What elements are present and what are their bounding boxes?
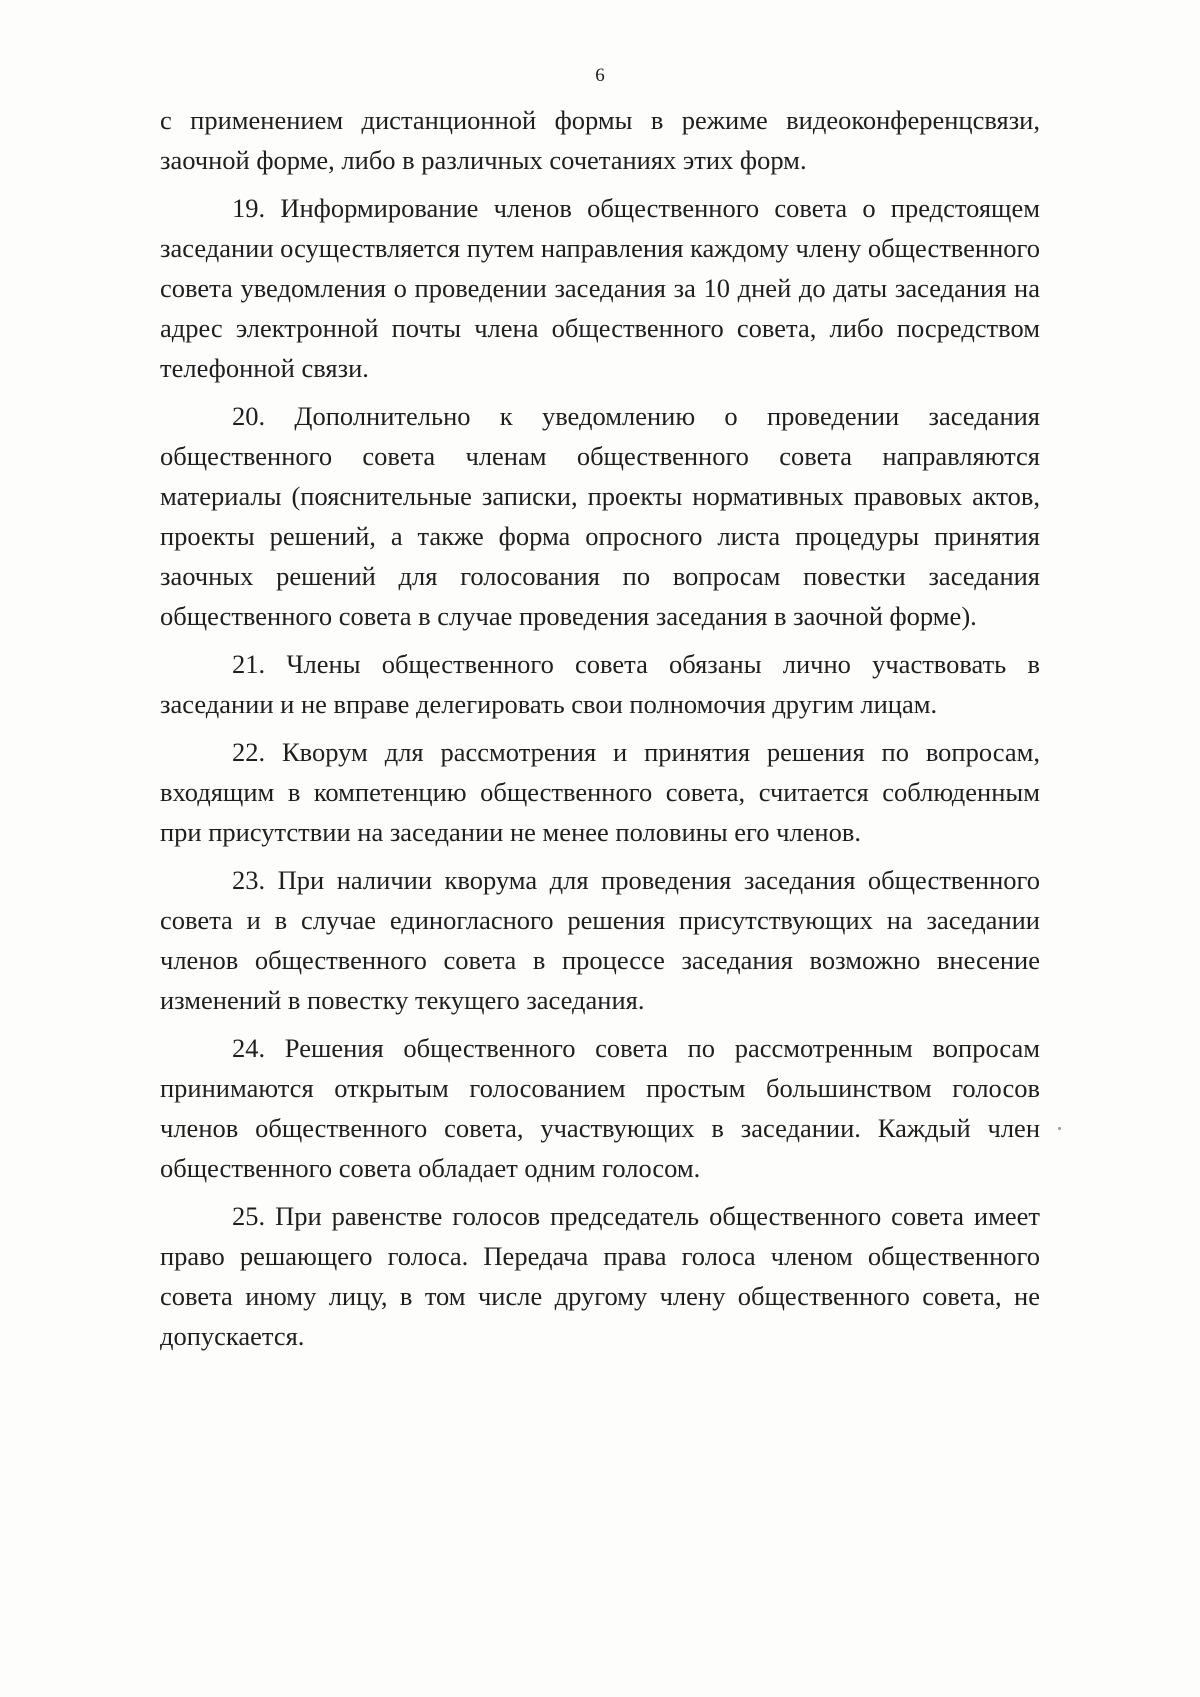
paragraph-22: 22. Кворум для рассмотрения и принятия решения по вопросам, входящим в компетенцию общественного совета, считается соблюденным при присутствии на заседании не менее половины его членов.: [160, 737, 1040, 847]
document-body: [160, 100, 1040, 1364]
paragraph-20: 20. Дополнительно к уведомлению о проведении заседания общественного совета членам общественного совета направляются материалы (пояснительные записки, проекты нормативных правовых актов, проекты решений, а также форма опросного листа процедуры принятия заочных решений для голосования по вопросам повестки заседания общественного совета в случае проведения заседания в заочной форме).: [160, 401, 1040, 631]
paragraph-23: 23. При наличии кворума для проведения заседания общественного совета и в случае единогласного решения присутствующих на заседании членов общественного совета в процессе заседания возможно внесение изменений в повестку текущего заседания.: [160, 865, 1040, 1015]
page-number: 6: [595, 65, 605, 86]
paragraph-21: 21. Члены общественного совета обязаны лично участвовать в заседании и не вправе делегировать свои полномочия другим лицам.: [160, 649, 1040, 719]
scan-speck: [1058, 1127, 1061, 1130]
paragraph-19: 19. Информирование членов общественного совета о предстоящем заседании осуществляется путем направления каждому члену общественного совета уведомления о проведении заседания за 10 дней до даты заседания на адрес электронной почты члена общественного совета, либо посредством телефонной связи.: [160, 193, 1040, 383]
paragraph-25: 25. При равенстве голосов председатель общественного совета имеет право решающего голоса. Передача права голоса членом общественного совета иному лицу, в том числе другому члену общественного совета, не допускается.: [160, 1201, 1040, 1351]
paragraph-continuation: с применением дистанционной формы в режиме видеоконференцсвязи, заочной форме, либо в различных сочетаниях этих форм.: [160, 105, 1040, 175]
paragraph-24: 24. Решения общественного совета по рассмотренным вопросам принимаются открытым голосованием простым большинством голосов членов общественного совета, участвующих в заседании. Каждый член общественного совета обладает одним голосом.: [160, 1033, 1040, 1183]
